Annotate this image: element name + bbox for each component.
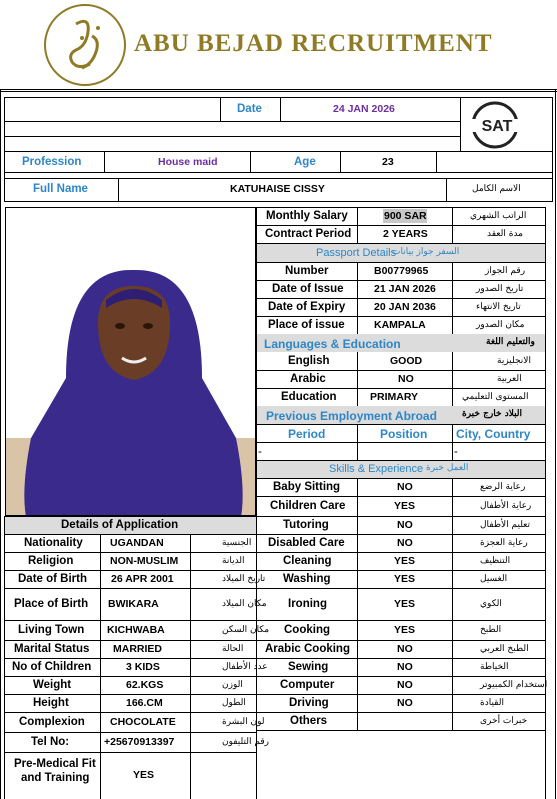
rows-row-value: YES [394,597,416,610]
company-logo [44,4,126,86]
rows-row-label: Tutoring [283,518,329,531]
rows-row-label: Ironing [288,597,327,610]
rows-row-label: Cleaning [283,554,332,567]
rows-row-value: 21 JAN 2026 [374,282,436,295]
details-row-ar: الوزن [222,679,243,690]
rows-row-ar: الكوي [480,598,502,609]
candidate-photo-icon [6,208,256,516]
rows-row-value: KAMPALA [374,318,426,331]
fullname-label: Full Name [33,183,88,195]
skills-title-ar: العمل خبرة [426,463,469,473]
employment-row-dash-1: - [258,446,262,458]
employment-title-ar: البلاد خارج خبرة [462,409,523,419]
details-row-value: +25670913397 [104,735,175,748]
details-row-label: Complexion [19,715,85,728]
rows-row-label: Arabic [290,372,326,385]
rows-row-ar: الخياطة [480,661,509,672]
fullname-value: KATUHAISE CISSY [230,183,325,195]
details-row-ar: تاريخ الميلاد [222,573,266,584]
rows-row-label: Education [281,390,337,403]
languages-title: Languages & Education [264,337,401,351]
rows-row-value: YES [394,572,416,585]
rows-row-label: Others [290,714,328,727]
details-row-value: UGANDAN [110,536,164,549]
rows-row-ar: خبرات أخرى [480,715,528,726]
rows-row-ar: استخدام الكمبيوتر [480,679,548,690]
details-row-label: Marital Status [14,642,90,655]
rows-row-ar: المستوى التعليمي [462,391,529,402]
details-row-ar: الطول [222,697,246,708]
details-row-value: BWIKARA [108,597,159,610]
rows-row-ar: القيادة [480,697,504,708]
rows-row-ar: الانجليزية [497,355,531,366]
rows-row-label: Place of issue [268,318,345,331]
monthly-salary-label: Monthly Salary [266,210,348,222]
passport-title: Passport Details [316,247,397,259]
rows-row-ar: رعاية الرضع [480,481,526,492]
employment-row-dash-2: - [454,446,458,458]
rows-row-ar: رعاية الأطفال [480,500,532,511]
rows-row-label: Disabled Care [268,536,345,549]
monthly-salary-ar: الراتب الشهري [470,211,527,221]
rows-row-ar: الطبخ العربي [480,643,529,654]
passport-title-ar: السفر جواز بيانات [392,247,460,257]
rows-row-label: Arabic Cooking [265,642,350,655]
details-row-label: Height [33,696,69,709]
rows-row-value: NO [397,518,413,531]
employment-col-position: Position [380,427,428,441]
rows-row-ar: الطبخ [480,624,502,635]
details-row-label: Tel No: [31,735,70,748]
rows-row-value: YES [394,499,416,512]
details-row-ar: عدد الأطفال [222,661,268,672]
rows-row-label: Children Care [270,499,346,512]
rows-row-value: NO [398,372,414,385]
rows-row-label: Date of Expiry [268,300,346,313]
rows-row-label: Date of Issue [272,282,344,295]
sat-logo-icon [464,100,528,150]
rows-row-value: NO [397,642,413,655]
rows-row-ar: تعليم الأطفال [480,519,531,530]
details-row-label: Place of Birth [14,597,89,610]
details-row-value: MARRIED [113,642,162,655]
monthly-salary-value: 900 SAR [384,210,427,222]
rows-row-value: NO [397,536,413,549]
details-row-label: Nationality [24,536,83,549]
details-row-label: Weight [33,678,72,691]
details-row-value: 26 APR 2001 [111,572,174,585]
employment-title: Previous Employment Abroad [266,409,437,423]
contract-period-value: 2 YEARS [383,228,428,240]
rows-row-ar: تاريخ الصدور [476,283,524,294]
rows-row-label: Driving [289,696,329,709]
rows-row-value: PRIMARY [370,390,419,403]
rows-row-label: Number [285,264,329,277]
details-row-label: Living Town [18,623,85,636]
calligraphy-logo-icon [46,6,124,84]
candidate-photo [5,207,256,516]
details-row-label: Pre-Medical Fit [14,758,96,770]
details-row-value: 62.KGS [126,678,164,691]
rows-row-value: NO [397,696,413,709]
rows-row-value: GOOD [390,354,423,367]
details-row-ar: مكان الميلاد [222,598,267,609]
details-row-ar: لون البشرة [222,716,265,727]
employment-col-period: Period [288,427,326,441]
details-row-value: YES [133,769,155,781]
details-row-ar: الحالة [222,643,244,654]
details-row-ar: الديانة [222,555,245,566]
details-title: Details of Application [61,519,179,531]
sat-logo [464,100,528,150]
rows-row-label: Cooking [284,623,330,636]
rows-row-ar: مكان الصدور [476,319,525,330]
rows-row-value: YES [394,554,416,567]
rows-row-label: Sewing [288,660,329,673]
rows-row-ar: العربية [497,373,522,384]
rows-row-label: English [288,354,330,367]
details-row-value: 3 KIDS [126,660,160,673]
details-row-label-2: and Training [21,772,90,784]
details-row-label: Date of Birth [18,572,87,585]
rows-row-label: Computer [280,678,335,691]
details-row-ar: مكان السكن [222,624,270,635]
profession-value: House maid [158,156,218,168]
company-name: ABU BEJAD RECRUITMENT [134,30,493,57]
rows-row-label: Washing [283,572,331,585]
date-label: Date [237,103,262,115]
contract-period-label: Contract Period [265,228,352,240]
rows-row-ar: الغسيل [480,573,508,584]
rows-row-ar: تاريخ الانتهاء [476,301,521,312]
rows-row-ar: التنظيف [480,555,511,566]
details-row-value: NON-MUSLIM [110,554,179,567]
rows-row-value: NO [397,480,413,493]
rows-row-value: NO [397,678,413,691]
rows-row-value: B00779965 [374,264,429,277]
profession-label: Profession [22,156,82,168]
rows-row-value: 20 JAN 2036 [374,300,436,313]
details-row-label: Religion [28,554,74,567]
rows-row-label: Baby Sitting [273,480,341,493]
skills-title: Skills & Experience [329,463,424,475]
svg-text:SAT: SAT [481,118,513,135]
age-value: 23 [382,156,394,168]
date-value: 24 JAN 2026 [333,103,395,115]
rows-row-ar: رقم الجواز [485,265,526,276]
details-row-value: CHOCOLATE [110,715,176,728]
employment-col-country: City, Country [456,427,531,441]
details-row-label: No of Children [12,660,92,673]
details-row-ar: رقم التليفون [222,736,269,747]
age-label: Age [294,156,316,168]
fullname-ar: الاسم الكامل [472,184,521,194]
details-row-value: KICHWABA [107,623,165,636]
rows-row-value: YES [394,623,416,636]
rows-row-ar: رعاية العجزة [480,537,528,548]
details-row-value: 166.CM [126,696,163,709]
contract-period-ar: مدة العقد [487,229,523,239]
rows-row-value: NO [397,660,413,673]
languages-title-ar: والتعليم اللغة [486,337,535,347]
details-row-ar: الجنسية [222,537,252,548]
